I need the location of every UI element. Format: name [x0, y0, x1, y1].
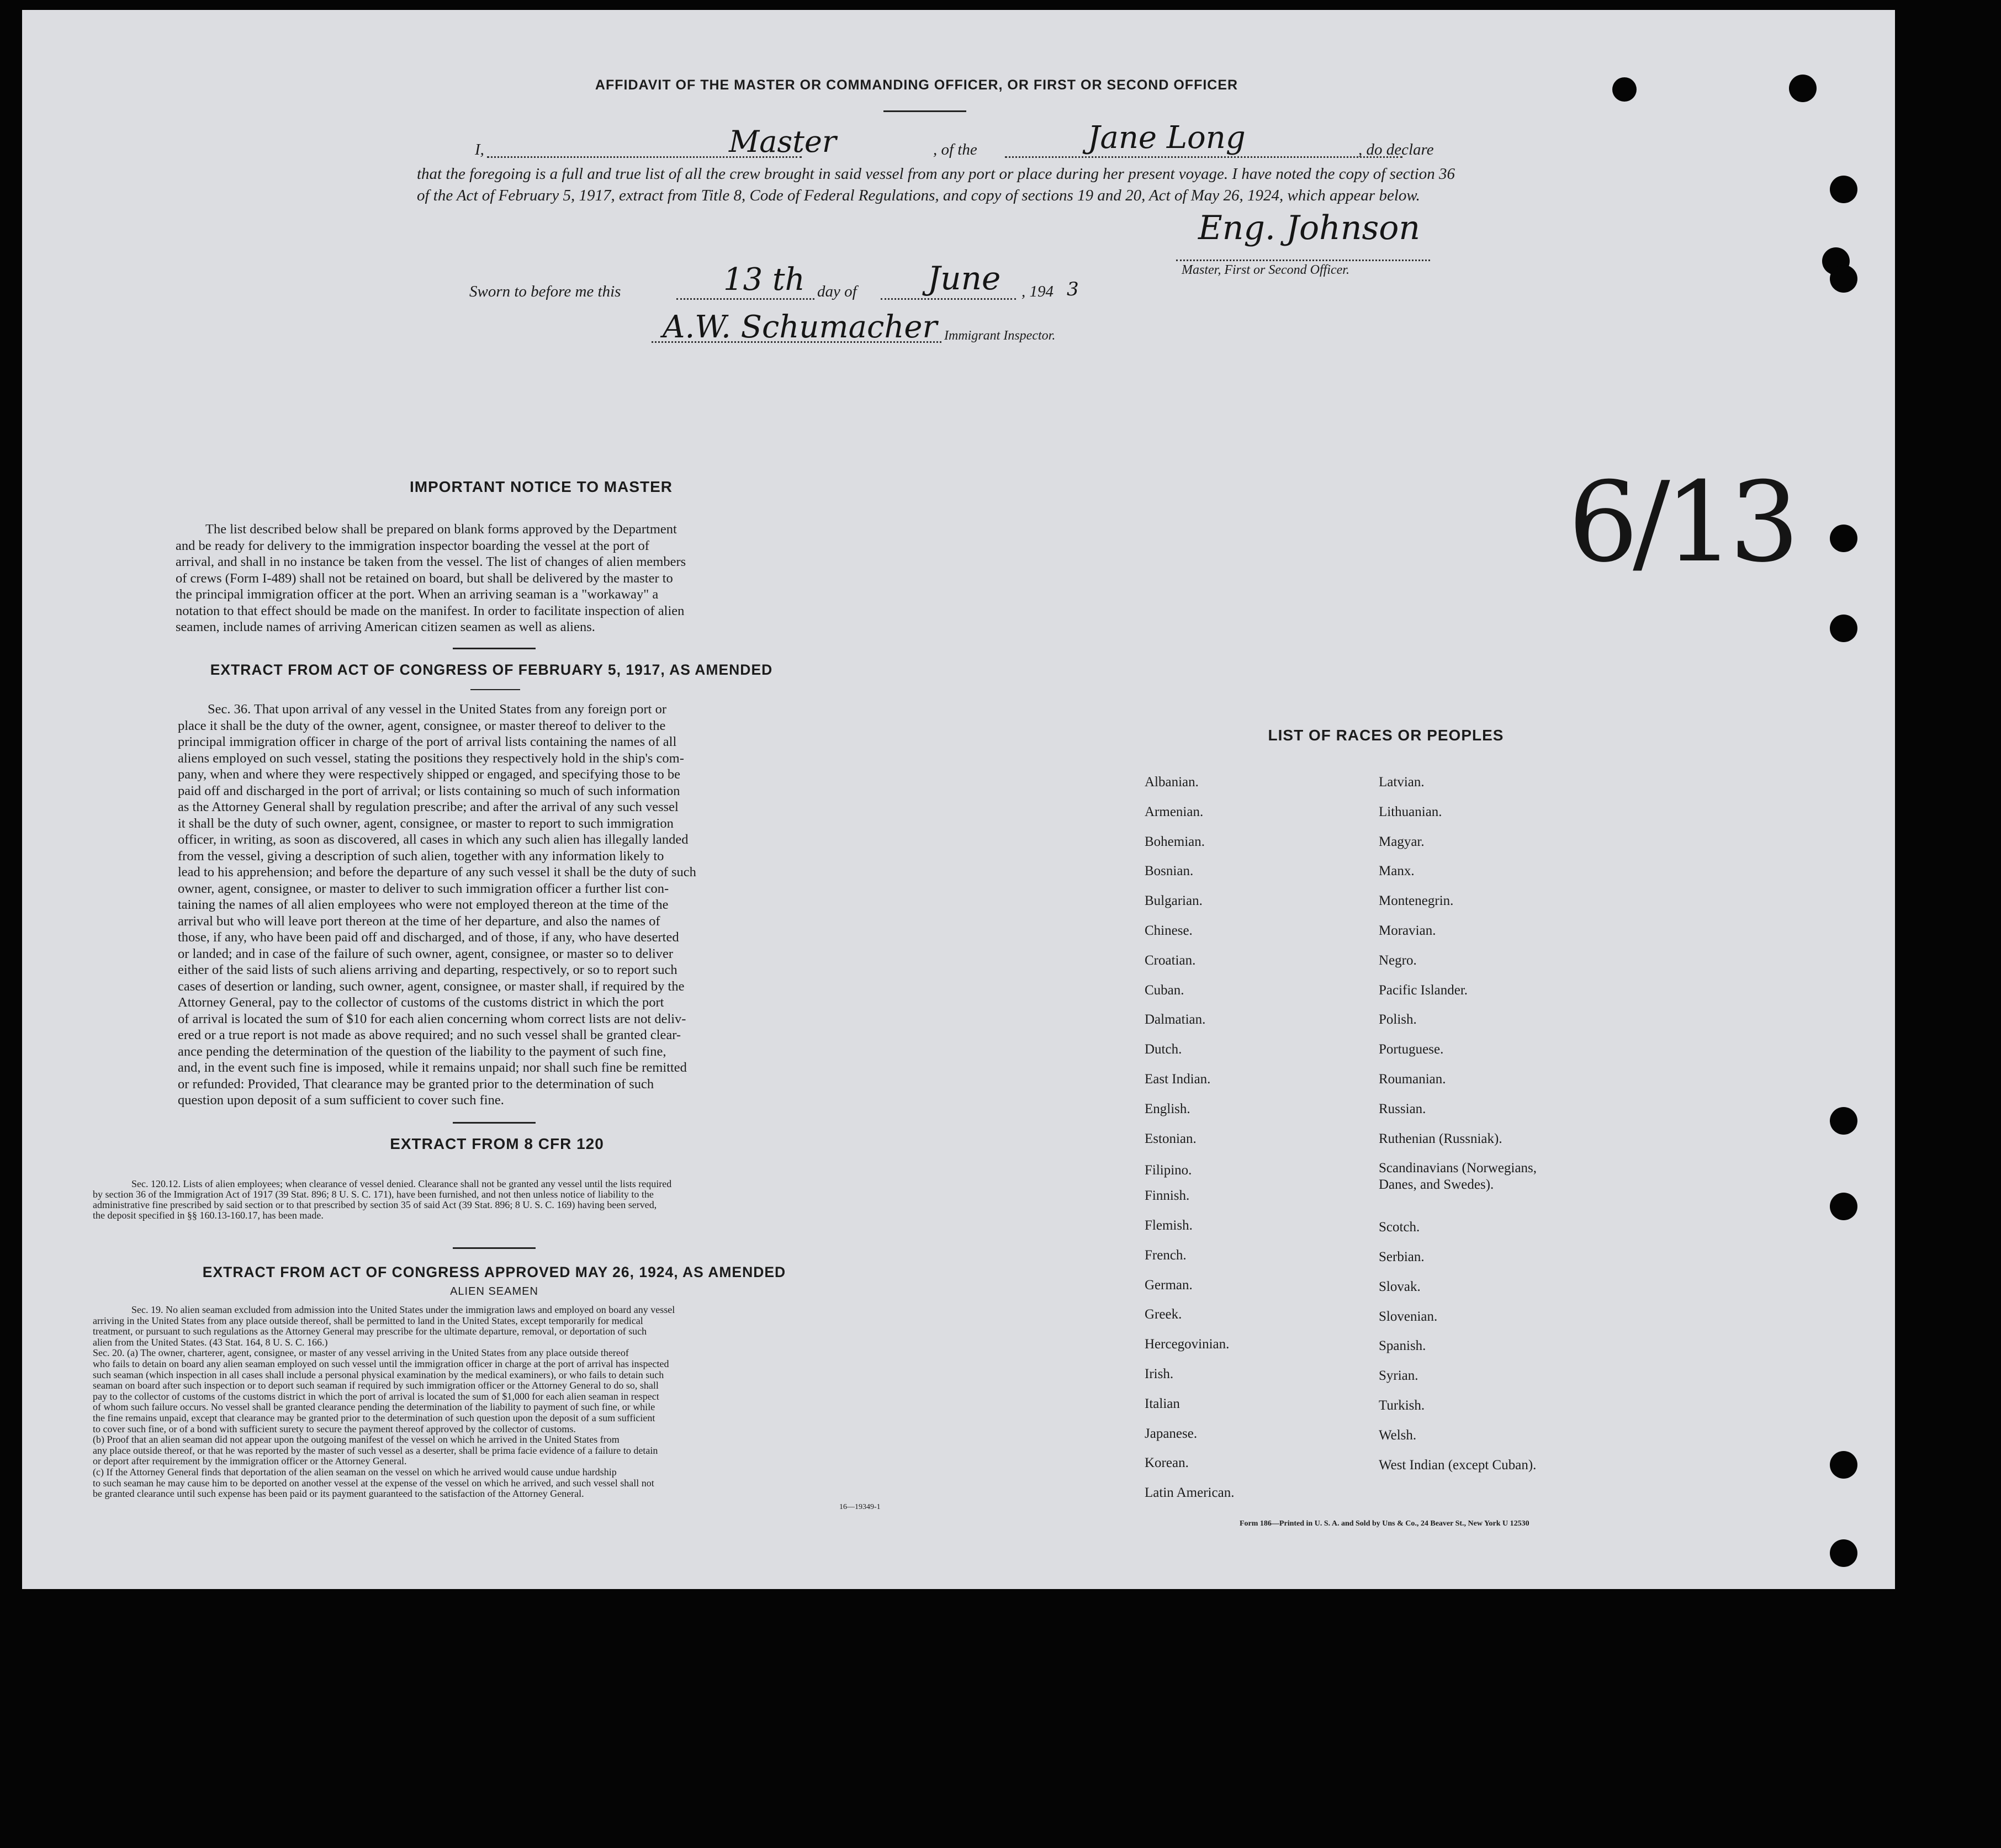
handwritten-rank: Master: [729, 124, 837, 159]
officer-role-label: Master, First or Second Officer.: [1182, 263, 1349, 277]
punch-hole: [1830, 176, 1857, 203]
inspector-signature: A.W. Schumacher: [663, 309, 938, 345]
race-item: Montenegrin.: [1379, 893, 1454, 909]
race-item: Bosnian.: [1145, 864, 1194, 879]
punch-hole: [1612, 77, 1637, 102]
race-item: Negro.: [1379, 952, 1417, 968]
divider: [470, 689, 520, 690]
race-item: Spanish.: [1379, 1338, 1426, 1354]
notice-title: IMPORTANT NOTICE TO MASTER: [409, 478, 673, 495]
do-declare-label: , do declare: [1358, 141, 1434, 158]
punch-hole: [1830, 265, 1857, 293]
race-item: Filipino.: [1145, 1163, 1192, 1178]
race-item: German.: [1145, 1277, 1193, 1293]
race-item: French.: [1145, 1247, 1187, 1263]
race-item: Roumanian.: [1379, 1072, 1446, 1087]
extract-1917-text: Sec. 36. That upon arrival of any vessel in the United States from any foreign port or place it shall be the duty of the owner, agent, consignee, or master thereof to deliver to the principal immigration officer in charge of the port of arrival lists containing the names of all aliens employed on such vessel, stating the positions they respectively hold in the ship's com- pany, when and where they were respectively shipped or engaged, and specifying those to be paid off and discharged in the port of arrival; or lists containing so much of such information as the Attorney General shall by regulation prescribe; and after the arrival of any such vessel it shall be the duty of such owner, agent, consignee, or master to report to such immigration officer, in writing, as soon as discovered, all cases in which any such alien has illegally landed from the vessel, giving a description of such alien, together with any information likely to lead to his apprehension; and before the departure of any such vessel it shall be the duty of such owner, agent, consignee, or master to deliver to such immigration officer a further list con- taining the names of all alien employees who were not employed thereon at the time of the arrival but who will leave port thereon at the time of her departure, and also the names of those, if any, who have been paid off and discharged, and of those, if any, who have deserted or landed; and in case of the failure of such owner, agent, consignee, or master so to deliver either of the said lists of such aliens arriving and departing, respectively, or so to report such cases of desertion or landing, such owner, agent, consignee, or master shall, if required by the Attorney General, pay to the collector of customs of the customs district in which the port of arrival is located the sum of $10 for each alien concerning whom correct lists are not deliv- ered or a true report is not made as above required; and no such vessel shall be granted clear- ance pending the determination of the question of the liability to the payment of such fine, and, in the event such fine is imposed, while it remains unpaid; nor shall such fine be remitted or refunded: Provided, That clearance may be granted prior to the determination of such question upon deposit of a sum sufficient to cover such fine.: [178, 702, 696, 1108]
race-item: Cuban.: [1145, 982, 1184, 998]
affidavit-title: AFFIDAVIT OF THE MASTER OR COMMANDING OFFICER, OR FIRST OR SECOND OFFICER: [595, 77, 1238, 93]
race-item: Russian.: [1379, 1101, 1426, 1116]
extract-1924-subtitle: ALIEN SEAMEN: [450, 1285, 538, 1298]
handwritten-month: June: [928, 260, 1001, 297]
race-item: Latin American.: [1145, 1485, 1235, 1501]
sworn-label: Sworn to before me this: [469, 283, 621, 300]
race-item: Manx.: [1379, 864, 1415, 879]
handwritten-year-digit: 3: [1067, 278, 1079, 300]
punch-hole: [1830, 1451, 1857, 1479]
race-item: Chinese.: [1145, 923, 1193, 938]
race-item: Greek.: [1145, 1307, 1182, 1322]
race-item: Korean.: [1145, 1455, 1189, 1471]
race-item: East Indian.: [1145, 1072, 1211, 1087]
month-field-line: [881, 298, 1016, 300]
punch-hole: [1830, 615, 1857, 642]
race-item: Serbian.: [1379, 1249, 1425, 1264]
race-item: Dalmatian.: [1145, 1012, 1206, 1028]
printer-footer: Form 186—Printed in U. S. A. and Sold by Uns & Co., 24 Beaver St., New York U 12530: [1240, 1519, 1529, 1528]
race-item: Slovak.: [1379, 1279, 1421, 1294]
race-item: Armenian.: [1145, 804, 1204, 819]
divider: [453, 1122, 536, 1124]
race-item: Japanese.: [1145, 1426, 1198, 1441]
title-underline: [883, 110, 966, 112]
form-code: 16—19349-1: [839, 1503, 881, 1511]
race-item: Croatian.: [1145, 952, 1196, 968]
races-title: LIST OF RACES OR PEOPLES: [1268, 727, 1504, 744]
race-item: Estonian.: [1145, 1131, 1197, 1146]
extract-cfr-title: EXTRACT FROM 8 CFR 120: [390, 1135, 604, 1152]
race-item: Irish.: [1145, 1367, 1174, 1381]
race-item: Scotch.: [1379, 1220, 1420, 1235]
race-item: English.: [1145, 1101, 1190, 1116]
race-item: Magyar.: [1379, 834, 1425, 849]
day-of-label: day of: [817, 283, 857, 300]
extract-1917-title: EXTRACT FROM ACT OF CONGRESS OF FEBRUARY 5, 1917, AS AMENDED: [210, 661, 773, 678]
race-item: Albanian.: [1145, 775, 1199, 790]
notice-text: The list described below shall be prepared on blank forms approved by the Department and be ready for delivery to the immigration inspector boarding the vessel at the port of arrival, and shall in no instance be taken from the vessel. The list of changes of alien members of crews (Form I-489) shall not be retained on board, but shall be delivered by the master to the principal immigration officer at the port. When an arriving seaman is a "workaway" a notation to that effect should be made on the manifest. In order to facilitate inspection of alien seamen, include names of arriving American citizen seamen as well as aliens.: [176, 522, 686, 634]
race-item: Latvian.: [1379, 775, 1425, 790]
punch-hole: [1830, 1193, 1857, 1220]
race-item: Welsh.: [1379, 1427, 1417, 1443]
race-item: West Indian (except Cuban).: [1379, 1457, 1537, 1473]
handwritten-vessel-name: Jane Long: [1088, 120, 1246, 156]
race-item: Italian: [1145, 1396, 1180, 1411]
affidavit-body: that the foregoing is a full and true list of all the crew brought in said vessel from any port or place during her present voyage. I have noted the copy of section 36 of the Act of February 5, 1917, extract from Title 8, Code of Federal Regulations, and copy of sections 19 and 20, Act of May 26, 1924, which appear below.: [417, 165, 1455, 204]
race-item: Portuguese.: [1379, 1042, 1444, 1057]
race-item: Bulgarian.: [1145, 893, 1203, 909]
race-item: Pacific Islander.: [1379, 982, 1468, 998]
race-item: Syrian.: [1379, 1368, 1418, 1384]
race-item: Finnish.: [1145, 1188, 1190, 1204]
vessel-field-line: [1005, 156, 1402, 158]
race-item: Turkish.: [1379, 1398, 1425, 1413]
race-item: Flemish.: [1145, 1218, 1193, 1233]
officer-signature-line: [1176, 260, 1430, 261]
inspector-label: Immigrant Inspector.: [944, 329, 1056, 343]
extract-1924-text: Sec. 19. No alien seaman excluded from admission into the United States under the immigration laws and employed on board any vessel arriving in the United States from any place outside thereof, shall be permitted to land in the United States, except temporarily for medical treatment, or pursuant to such regulations as the Attorney General may prescribe for the ultimate departure, removal, or deportation of such alien from the United States. (43 Stat. 164, 8 U. S. C. 166.) Sec. 20. (a) The owner, charterer, agent, consignee, or master of any vessel arriving in the United States from any place outside thereof who fails to detain on board any alien seaman employed on such vessel until the immigration officer in charge at the port of arrival has inspected such seaman (which inspection in all cases shall include a personal physical examination by the medical examiners), or who fails to detain such seaman on board after such inspection or to deport such seaman if required by such immigration officer or the Attorney General to do so, shall pay to the collector of customs of the customs district in which the port of arrival is located the sum of $1,000 for each alien seaman in respect of whom such failure occurs. No vessel shall be granted clearance pending the determination of the liability to payment of such fine, or while the fine remains unpaid, except that clearance may be granted prior to the determination of such question upon the deposit of a sum sufficient to cover such fine, or of a bond with sufficient surety to secure the payment thereof approved by the collector of customs. (b) Proof that an alien seaman did not appear upon the outgoing manifest of the vessel on which he arrived in the United States from any place outside thereof, or that he was reported by the master of such vessel as a deserter, shall be prima facie evidence of a failure to detain or deport after requirement by the immigration officer or the Attorney General. (c) If the Attorney General finds that deportation of the alien seaman on the vessel on which he arrived would cause undue hardship to such seaman he may cause him to be deported on another vessel at the expense of the vessel on which he arrived, and such vessel shall not be granted clearance until such expense has been paid or its payment guaranteed to the satisfaction of the Attorney General.: [93, 1304, 675, 1500]
race-item: Slovenian.: [1379, 1309, 1438, 1324]
of-the-label: , of the: [933, 141, 977, 158]
race-item: Ruthenian (Russniak).: [1379, 1131, 1502, 1146]
punch-hole: [1830, 525, 1857, 552]
race-item: Dutch.: [1145, 1042, 1182, 1057]
punch-hole: [1830, 1539, 1857, 1567]
extract-1924-title: EXTRACT FROM ACT OF CONGRESS APPROVED MAY 26, 1924, AS AMENDED: [202, 1264, 786, 1280]
year-prefix: , 194: [1021, 283, 1054, 300]
divider: [453, 648, 536, 649]
race-item: Scandinavians (Norwegians, Danes, and Swedes).: [1379, 1161, 1537, 1193]
race-item: Lithuanian.: [1379, 804, 1442, 819]
punch-hole: [1789, 75, 1817, 102]
race-item: Hercegovinian.: [1145, 1337, 1230, 1352]
i-label: I,: [475, 141, 484, 158]
handwritten-margin-date: 6/13: [1568, 458, 1794, 587]
punch-hole: [1830, 1107, 1857, 1135]
handwritten-day: 13 th: [723, 262, 805, 298]
race-item: Bohemian.: [1145, 834, 1205, 849]
officer-signature: Eng. Johnson: [1198, 209, 1421, 247]
day-field-line: [676, 298, 814, 300]
divider: [453, 1247, 536, 1249]
inspector-signature-line: [652, 341, 941, 343]
race-item: Polish.: [1379, 1012, 1417, 1028]
extract-cfr-text: Sec. 120.12. Lists of alien employees; when clearance of vessel denied. Clearance shall not be granted any vessel until the lists required by section 36 of the Immigration Act of 1917 (39 Stat. 896; 8 U. S. C. 171), have been furnished, and not then unless notice of liability to the administrative fine prescribed by said section or to that prescribed by section 35 of said Act (39 Stat. 896; 8 U. S. C. 169) having been served, the deposit specified in §§ 160.13-160.17, has been made.: [93, 1178, 672, 1221]
race-item: Moravian.: [1379, 923, 1436, 938]
